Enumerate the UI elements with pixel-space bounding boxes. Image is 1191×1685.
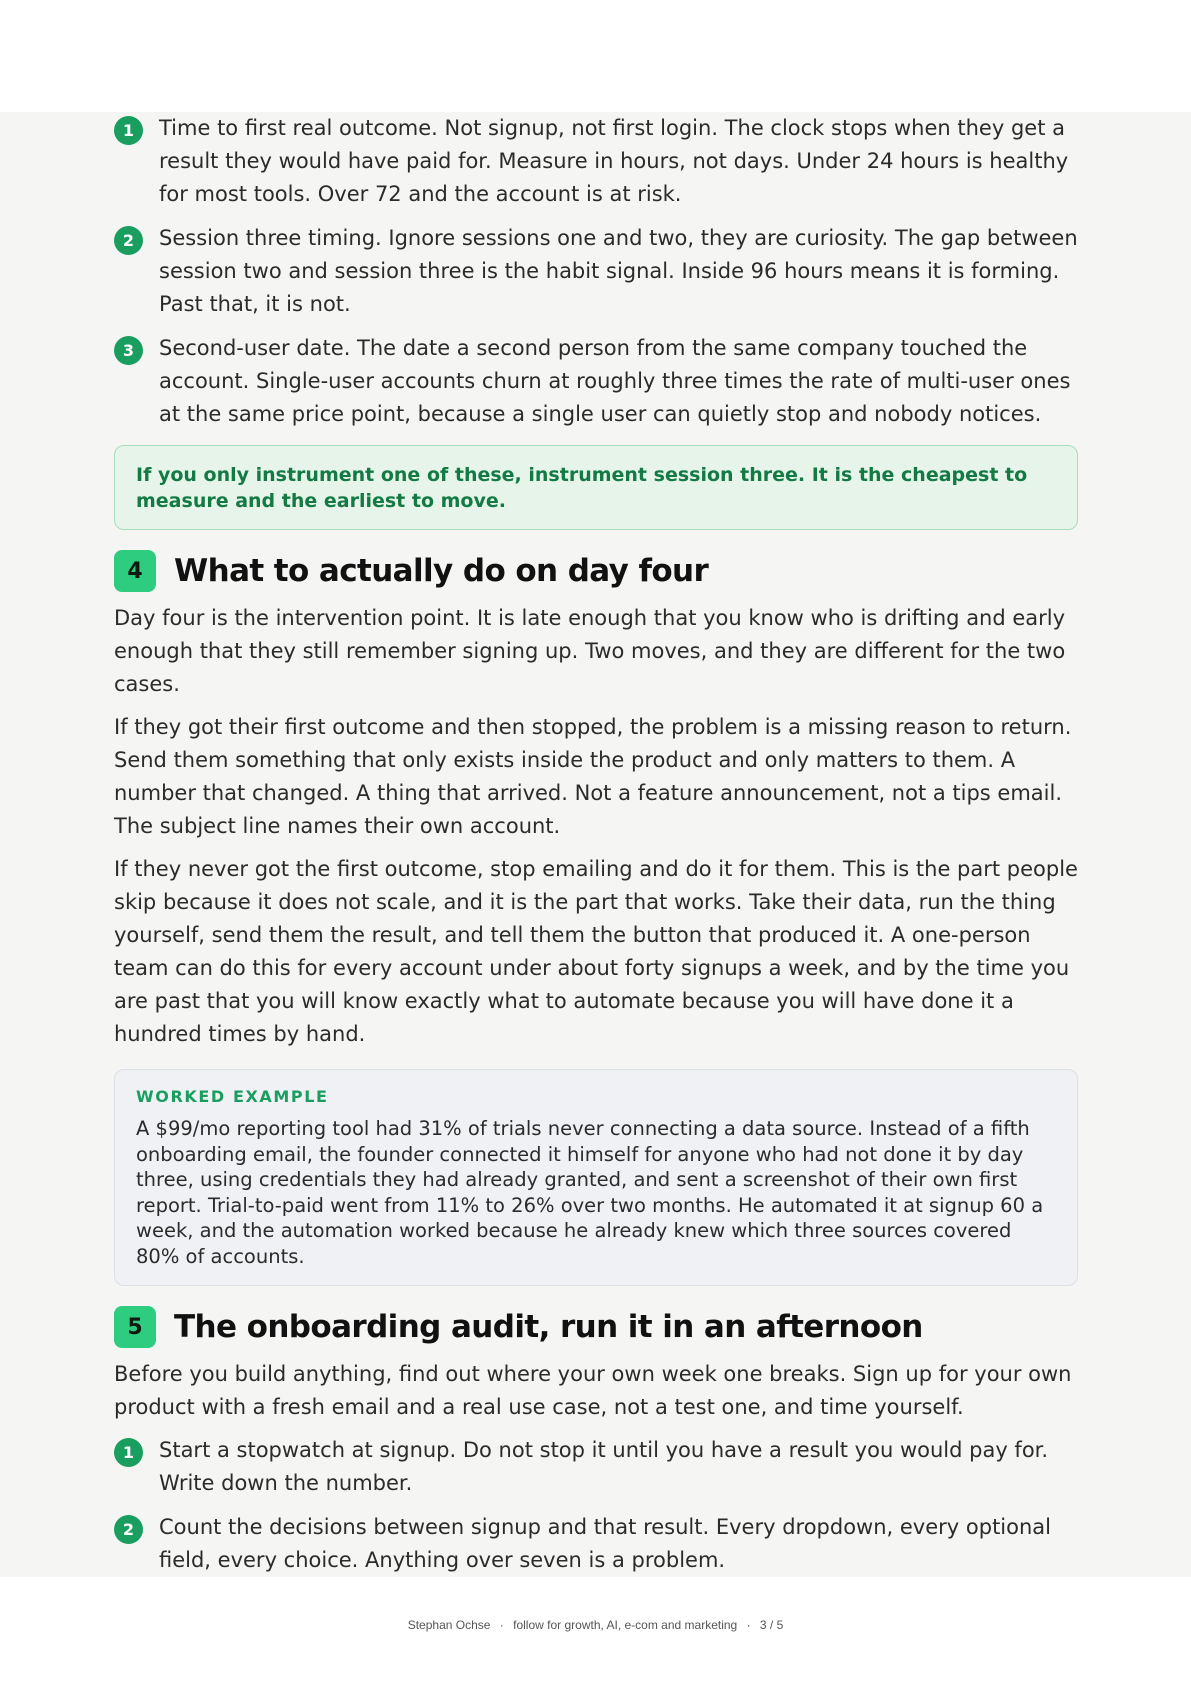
section-number-badge: 4 [114,550,156,592]
metrics-list [114,112,1078,431]
list-item-text: Second-user date. The date a second person from the same company touched the account. Single-user accounts churn at roughly three times the rate of multi-user ones at the same price point, because a single user can quietly stop and nobody notices. [159,336,1071,426]
audit-steps-list [114,1434,1078,1577]
number-badge: 1 [114,116,143,145]
number-badge: 3 [114,336,143,365]
page-number: 3 / 5 [759,1618,784,1632]
worked-example-box [114,1069,1078,1286]
list-item [114,222,1078,321]
section-title: What to actually do on day four [174,553,709,589]
list-item [114,112,1078,211]
footer-separator: · [746,1618,751,1632]
content [114,112,1078,1588]
list-item-text: Time to first real outcome. Not signup, not first login. The clock stops when they get a result they would have paid for. Measure in hours, not days. Under 24 hours is healthy for most tools. Over 72 and the account is at risk. [159,116,1069,206]
example-label: WORKED EXAMPLE [136,1087,329,1106]
list-item-text: Count the decisions between signup and that result. Every dropdown, every optional field, every choice. Anything over seven is a problem. [159,1515,1051,1572]
list-item [114,1434,1078,1500]
page [0,112,1191,1577]
paragraph: If they never got the first outcome, stop emailing and do it for them. This is the part people skip because it does not scale, and it is the part that works. Take their data, run the thing yourself, send them the result, and tell them the button that produced it. A one-person team can do this for every account under about forty signups a week, and by the time you are past that you will know exactly what to automate because you will have done it a hundred times by hand. [114,857,1078,1046]
paragraph: Before you build anything, find out where your own week one breaks. Sign up for your own product with a fresh email and a real use case, not a test one, and time yourself. [114,1362,1072,1419]
paragraph: If they got their first outcome and then stopped, the problem is a missing reason to return. Send them something that only exists inside the product and only matters to them. A number that changed. A thing that arrived. Not a feature announcement, not a tips email. The subject line names their own account. [114,715,1072,838]
example-text: A $99/mo reporting tool had 31% of trials never connecting a data source. Instead of a fifth onboarding email, the founder connected it himself for anyone who had not done it by day three, using credentials they had already granted, and sent a screenshot of their own first report. Trial-to-paid went from 11% to 26% over two months. He automated it at signup 60 a week, and the automation worked because he already knew which three sources covered 80% of accounts. [136,1117,1044,1268]
list-item-text: Session three timing. Ignore sessions one and two, they are curiosity. The gap between session two and session three is the habit signal. Inside 96 hours means it is forming. Past that, it is not. [159,226,1078,316]
section-title: The onboarding audit, run it in an afternoon [174,1309,923,1345]
page-footer [0,1618,1191,1632]
footer-separator: · [499,1618,504,1632]
list-item-text: Start a stopwatch at signup. Do not stop it until you have a result you would pay for. Write down the number. [159,1438,1049,1495]
section-number-badge: 5 [114,1306,156,1348]
number-badge: 1 [114,1438,143,1467]
section-5-heading [114,1306,1078,1348]
section-4-heading [114,550,1078,592]
callout-box: If you only instrument one of these, instrument session three. It is the cheapest to measure and the earliest to move. [114,445,1078,530]
number-badge: 2 [114,1515,143,1544]
list-item [114,332,1078,431]
number-badge: 2 [114,226,143,255]
footer-author: Stephan Ochse [407,1618,491,1632]
footer-tagline: follow for growth, AI, e-com and marketing [513,1618,738,1632]
list-item [114,1511,1078,1577]
paragraph: Day four is the intervention point. It is late enough that you know who is drifting and early enough that they still remember signing up. Two moves, and they are different for the two cases. [114,606,1066,696]
